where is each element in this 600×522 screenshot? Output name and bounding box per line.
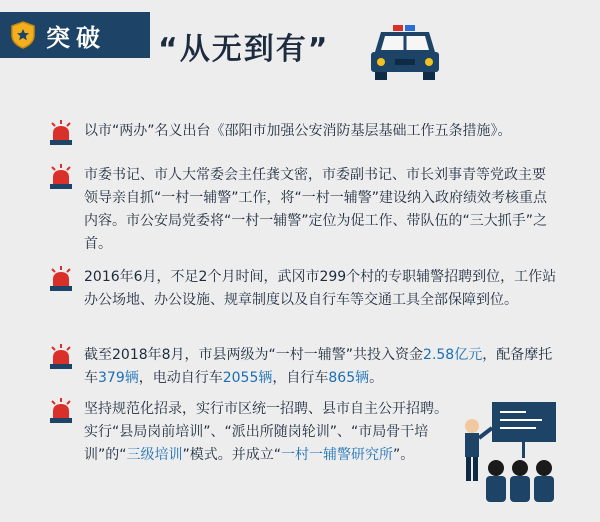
- item-text-part: ，电动自行车: [138, 370, 223, 386]
- siren-icon: [48, 120, 74, 146]
- list-item: [48, 120, 558, 146]
- item-text-part: 。: [369, 370, 384, 386]
- motorcycles-value: 379辆: [98, 370, 139, 386]
- item-text-part: ”模式。并成立“: [182, 447, 282, 463]
- page-headline: “从无到有”: [158, 32, 330, 67]
- training-mode: 三级培训: [126, 447, 183, 463]
- list-item: [48, 398, 448, 467]
- siren-icon: [48, 398, 74, 424]
- item-text-part: ，自行车: [272, 370, 329, 386]
- item-text: [84, 398, 448, 467]
- police-car-icon: [367, 22, 443, 82]
- siren-icon: [48, 344, 74, 370]
- item-text-part: 截至2018年8月，市县两级为“一村一辅警”共投入资金: [84, 347, 424, 363]
- item-text: 市委书记、市人大常委会主任龚文密，市委副书记、市长刘事青等党政主要领导亲自抓“一村一辅警”工作，将“一村一辅警”建设纳入政府绩效考核重点内容。市公安局党委将“一村一辅警”定位为促工作、带队伍的“三大抓手”之首。: [84, 167, 548, 252]
- item-text-part: 坚持规范化招录，实行市区统一招聘、县市自主公开招聘。实行“县局岗前培训”、“派出所随岗轮训”、“市局骨干培训”的“: [84, 401, 448, 463]
- item-text: [84, 344, 558, 390]
- item-text-part: ”。: [393, 447, 415, 463]
- item-text-part: ，配备摩托车: [84, 347, 553, 386]
- police-badge-icon: [8, 20, 38, 50]
- section-badge: [0, 12, 150, 58]
- funds-value: 2.58亿元: [423, 347, 483, 363]
- bikes-value: 865辆: [328, 370, 370, 386]
- badge-title: 突破: [46, 23, 106, 52]
- list-item: [48, 164, 558, 256]
- list-item: [48, 266, 558, 312]
- siren-icon: [48, 164, 74, 190]
- item-text: 以市“两办”名义出台《邵阳市加强公安消防基层基础工作五条措施》。: [84, 123, 512, 139]
- training-scene-illustration: [452, 398, 562, 508]
- list-item: [48, 344, 558, 390]
- item-text: 2016年6月，不足2个月时间，武冈市299个村的专职辅警招聘到位，工作站办公场地、办公设施、规章制度以及自行车等交通工具全部保障到位。: [84, 269, 557, 308]
- ebikes-value: 2055辆: [222, 370, 273, 386]
- institute-name: 一村一辅警研究所: [281, 447, 394, 463]
- siren-icon: [48, 266, 74, 292]
